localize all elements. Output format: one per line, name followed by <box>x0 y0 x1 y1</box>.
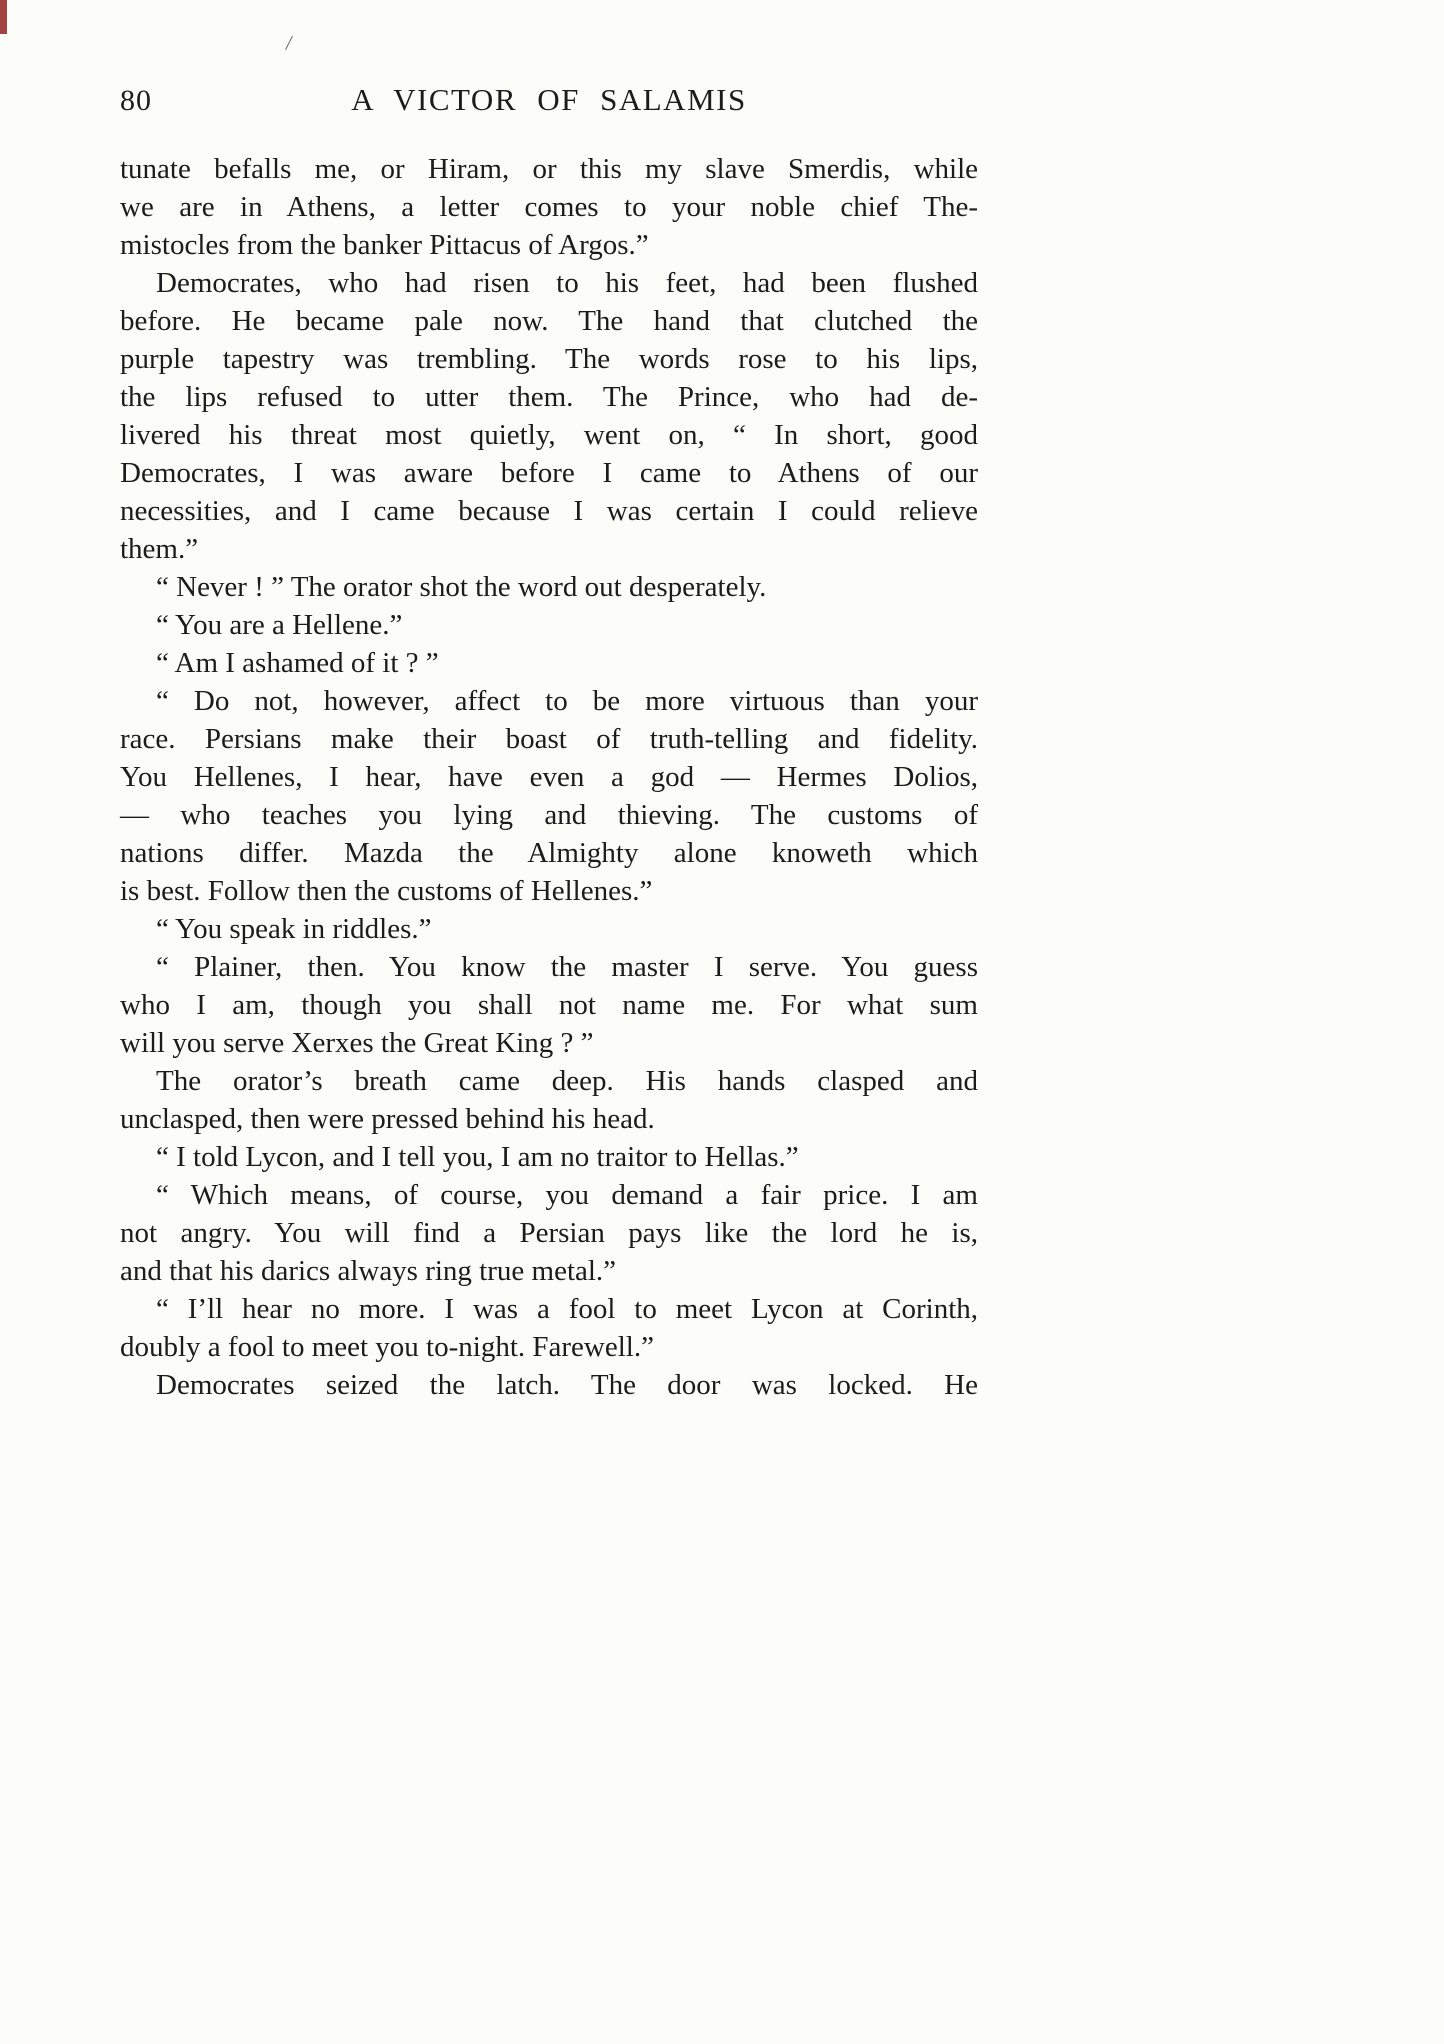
paragraph <box>120 948 978 1062</box>
text-line: necessities, and I came because I was certain I could relieve <box>120 495 978 527</box>
text-line: unclasped, then were pressed behind his head. <box>120 1103 655 1135</box>
text-line: “ Do not, however, affect to be more virtuous than your <box>156 685 978 717</box>
paragraph <box>120 1176 978 1290</box>
running-head <box>120 82 978 126</box>
text-line: mistocles from the banker Pittacus of Argos.” <box>120 229 649 261</box>
text-line: You Hellenes, I hear, have even a god — Hermes Dolios, <box>120 761 978 793</box>
scan-edge-artifact <box>0 0 7 34</box>
paragraph <box>120 150 978 264</box>
text-line: Democrates, who had risen to his feet, had been flushed <box>156 267 978 299</box>
paragraph <box>120 682 978 910</box>
text-line: “ Which means, of course, you demand a fair price. I am <box>156 1179 978 1211</box>
text-line: “ Am I ashamed of it ? ” <box>156 647 439 679</box>
text-line: — who teaches you lying and thieving. The customs of <box>120 799 978 831</box>
paragraph <box>120 910 978 948</box>
text-line: before. He became pale now. The hand that clutched the <box>120 305 978 337</box>
text-line: Democrates, I was aware before I came to Athens of our <box>120 457 978 489</box>
text-line: the lips refused to utter them. The Prince, who had de- <box>120 381 978 413</box>
text-line: them.” <box>120 533 199 565</box>
text-line: doubly a fool to meet you to-night. Farewell.” <box>120 1331 654 1363</box>
text-line: Democrates seized the latch. The door was locked. He <box>156 1369 978 1401</box>
page-text <box>120 150 978 1404</box>
text-line: tunate befalls me, or Hiram, or this my slave Smerdis, while <box>120 153 978 185</box>
text-line: “ Plainer, then. You know the master I serve. You guess <box>156 951 978 983</box>
text-line: race. Persians make their boast of truth-telling and fidelity. <box>120 723 978 755</box>
paragraph <box>120 1290 978 1366</box>
text-line: “ Never ! ” The orator shot the word out desperately. <box>156 571 767 603</box>
text-line: livered his threat most quietly, went on, “ In short, good <box>120 419 978 451</box>
page-number: 80 <box>120 84 152 117</box>
text-line: The orator’s breath came deep. His hands clasped and <box>156 1065 978 1097</box>
paragraph <box>120 1138 978 1176</box>
stray-mark: / <box>284 29 294 56</box>
paragraph <box>120 1062 978 1138</box>
text-line: “ I told Lycon, and I tell you, I am no traitor to Hellas.” <box>156 1141 799 1173</box>
running-title: A VICTOR OF SALAMIS <box>351 82 747 117</box>
text-line: purple tapestry was trembling. The words rose to his lips, <box>120 343 978 375</box>
paragraph <box>120 568 978 606</box>
text-line: “ You speak in riddles.” <box>156 913 432 945</box>
text-line: nations differ. Mazda the Almighty alone knoweth which <box>120 837 978 869</box>
text-line: “ I’ll hear no more. I was a fool to meet Lycon at Corinth, <box>156 1293 978 1325</box>
paragraph <box>120 606 978 644</box>
text-line: is best. Follow then the customs of Hellenes.” <box>120 875 653 907</box>
paragraph <box>120 1366 978 1404</box>
text-line: not angry. You will find a Persian pays like the lord he is, <box>120 1217 978 1249</box>
text-line: “ You are a Hellene.” <box>156 609 403 641</box>
text-line: we are in Athens, a letter comes to your noble chief The- <box>120 191 978 223</box>
text-line: who I am, though you shall not name me. For what sum <box>120 989 978 1021</box>
paragraph <box>120 264 978 568</box>
text-line: will you serve Xerxes the Great King ? ” <box>120 1027 594 1059</box>
paragraph <box>120 644 978 682</box>
text-line: and that his darics always ring true metal.” <box>120 1255 617 1287</box>
